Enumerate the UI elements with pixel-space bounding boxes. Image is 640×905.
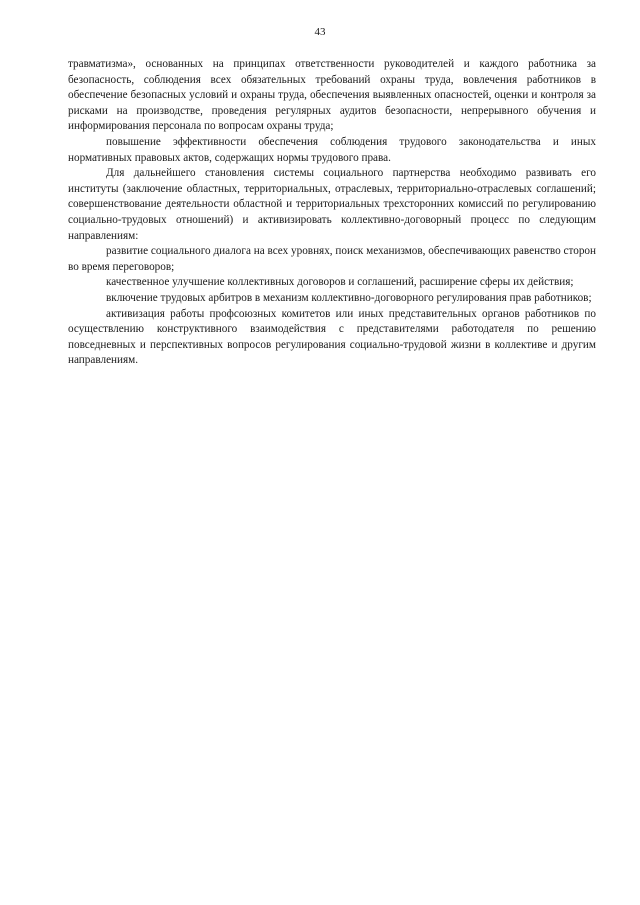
- page-number: 43: [314, 26, 326, 38]
- paragraph-dialogue: развитие социального диалога на всех уровнях, поиск механизмов, обеспечивающих равенство сторон во время переговоров;: [68, 245, 596, 273]
- paragraph-partnership-intro: Для дальнейшего становления системы социального партнерства необходимо развивать его институты (заключение областных, территориальных, отраслевых, территориально-отраслевых соглашений; совершенствование деятельности областной и территориальных трехсторонних комиссий по регулированию социально-трудовых отношений) и активизировать коллективно-договорный процесс по следующим направлениям:: [68, 167, 596, 242]
- paragraph-agreements: качественное улучшение коллективных договоров и соглашений, расширение сферы их действия;: [106, 276, 574, 289]
- paragraph-continuation: травматизма», основанных на принципах ответственности руководителей и каждого работника за безопасность, соблюдения всех обязательных требований охраны труда, вовлечения работников в обеспечение безопасных условий и охраны труда, обеспечения выявленных опасностей, оценки и контроля за рисками на производстве, проведения регулярных аудитов безопасности, непрерывного обучения и информирования персонала по вопросам охраны труда;: [68, 58, 596, 133]
- paragraph-legislation: повышение эффективности обеспечения соблюдения трудового законодательства и иных нормативных правовых актов, содержащих нормы трудового права.: [68, 135, 596, 164]
- paragraph-unions: активизация работы профсоюзных комитетов или иных представительных органов работников по осуществлению конструктивного взаимодействия с представителями работодателя по решению повседневных и перспективных вопросов регулирования социально-трудовой жизни в коллективе и другим направлениям.: [68, 307, 596, 367]
- paragraph-arbiters: включение трудовых арбитров в механизм коллективно-договорного регулирования прав работников;: [106, 291, 592, 304]
- document-body: [68, 57, 596, 369]
